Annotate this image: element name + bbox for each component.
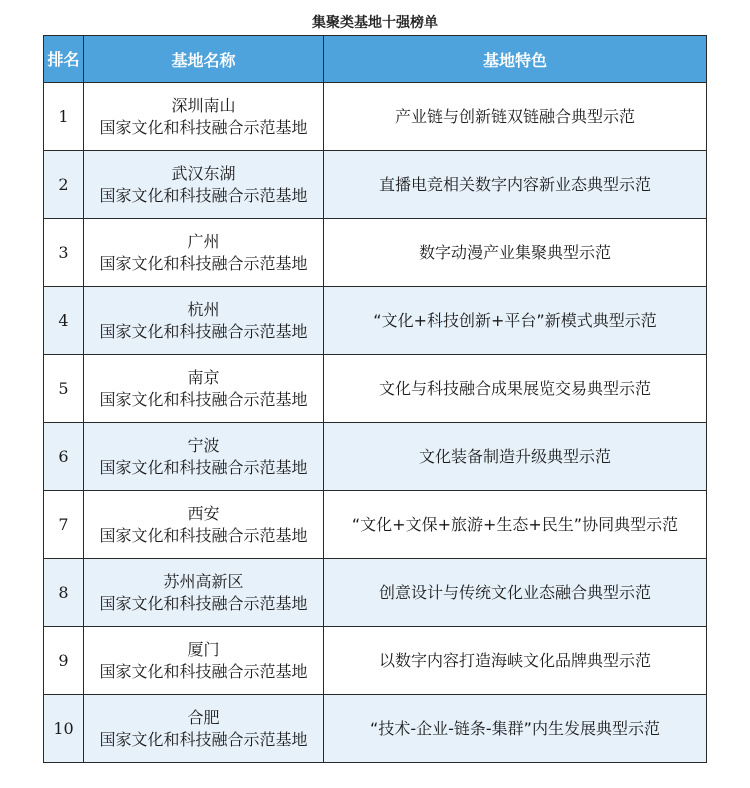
rank-cell: 8 — [44, 559, 84, 627]
base-city: 广州 — [187, 231, 220, 251]
header-rank: 排名 — [44, 36, 84, 83]
base-name-cell — [84, 491, 324, 559]
table-row — [44, 627, 707, 695]
header-feature: 基地特色 — [324, 36, 707, 83]
base-city: 武汉东湖 — [171, 163, 236, 183]
base-name-cell — [84, 559, 324, 627]
rank-cell: 4 — [44, 287, 84, 355]
table-body — [44, 83, 707, 763]
base-city: 宁波 — [187, 435, 220, 455]
ranking-table — [43, 35, 707, 763]
table-row — [44, 695, 707, 763]
base-suffix: 国家文化和科技融合示范基地 — [99, 457, 308, 477]
base-name-cell — [84, 151, 324, 219]
rank-cell: 10 — [44, 695, 84, 763]
table-row — [44, 559, 707, 627]
base-name-cell — [84, 83, 324, 151]
base-name-cell — [84, 627, 324, 695]
feature-cell: 文化装备制造升级典型示范 — [324, 423, 707, 491]
table-title: 集聚类基地十强榜单 — [312, 15, 438, 31]
base-city: 杭州 — [187, 299, 220, 319]
table-row — [44, 423, 707, 491]
rank-cell: 7 — [44, 491, 84, 559]
rank-cell: 9 — [44, 627, 84, 695]
base-suffix: 国家文化和科技融合示范基地 — [99, 117, 308, 137]
table-row — [44, 83, 707, 151]
base-city: 深圳南山 — [171, 95, 236, 115]
base-city: 合肥 — [187, 707, 220, 727]
base-name-cell — [84, 355, 324, 423]
header-row — [44, 36, 707, 83]
rank-cell: 5 — [44, 355, 84, 423]
base-suffix: 国家文化和科技融合示范基地 — [99, 593, 308, 613]
table-row — [44, 219, 707, 287]
table-row — [44, 355, 707, 423]
base-name-cell — [84, 695, 324, 763]
feature-cell: 直播电竞相关数字内容新业态典型示范 — [324, 151, 707, 219]
feature-cell: 以数字内容打造海峡文化品牌典型示范 — [324, 627, 707, 695]
table-row — [44, 151, 707, 219]
base-name-cell — [84, 287, 324, 355]
feature-cell: 文化与科技融合成果展览交易典型示范 — [324, 355, 707, 423]
rank-cell: 2 — [44, 151, 84, 219]
header-name: 基地名称 — [84, 36, 324, 83]
feature-cell: “文化+文保+旅游+生态+民生”协同典型示范 — [324, 491, 707, 559]
rank-cell: 3 — [44, 219, 84, 287]
base-name-cell — [84, 219, 324, 287]
base-suffix: 国家文化和科技融合示范基地 — [99, 661, 308, 681]
feature-cell: 数字动漫产业集聚典型示范 — [324, 219, 707, 287]
base-name-cell — [84, 423, 324, 491]
base-suffix: 国家文化和科技融合示范基地 — [99, 525, 308, 545]
base-city: 厦门 — [187, 639, 220, 659]
base-city: 苏州高新区 — [163, 571, 244, 591]
base-suffix: 国家文化和科技融合示范基地 — [99, 389, 308, 409]
feature-cell: “技术-企业-链条-集群”内生发展典型示范 — [324, 695, 707, 763]
base-suffix: 国家文化和科技融合示范基地 — [99, 321, 308, 341]
rank-cell: 1 — [44, 83, 84, 151]
base-suffix: 国家文化和科技融合示范基地 — [99, 729, 308, 749]
base-city: 南京 — [187, 367, 220, 387]
base-suffix: 国家文化和科技融合示范基地 — [99, 185, 308, 205]
table-row — [44, 287, 707, 355]
feature-cell: 创意设计与传统文化业态融合典型示范 — [324, 559, 707, 627]
rank-cell: 6 — [44, 423, 84, 491]
table-row — [44, 491, 707, 559]
feature-cell: 产业链与创新链双链融合典型示范 — [324, 83, 707, 151]
base-city: 西安 — [187, 503, 220, 523]
feature-cell: “文化+科技创新+平台”新模式典型示范 — [324, 287, 707, 355]
base-suffix: 国家文化和科技融合示范基地 — [99, 253, 308, 273]
